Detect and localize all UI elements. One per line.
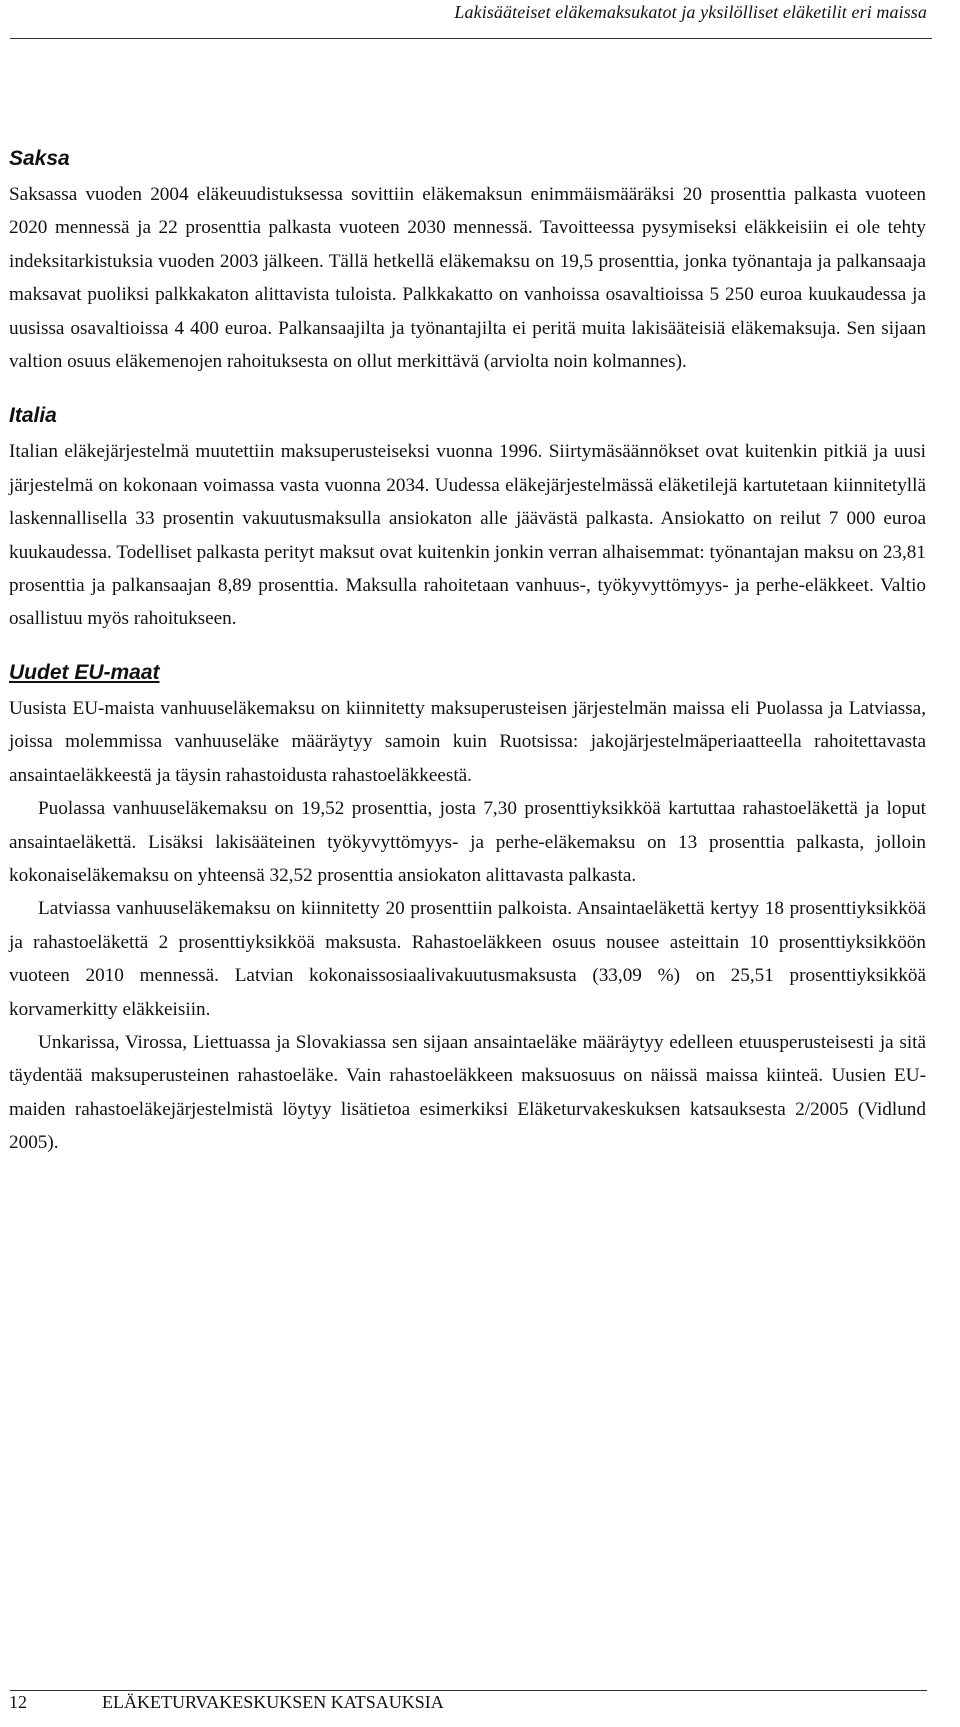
section-uudet-eu-maat <box>9 654 926 1160</box>
footer-divider <box>10 1690 927 1691</box>
header-divider <box>10 38 932 39</box>
page-body <box>9 140 926 1160</box>
section-title-uudet-eu-maat: Uudet EU-maat <box>9 660 160 684</box>
section-italia <box>9 397 926 635</box>
series-title: ELÄKETURVAKESKUKSEN KATSAUKSIA <box>102 1692 444 1712</box>
paragraph-eu-muut: Unkarissa, Virossa, Liettuassa ja Slovakiassa sen sijaan ansaintaeläke määräytyy edelleen etuusperusteisesti ja sitä täydentää maksuperusteinen rahastoeläke. Vain rahastoeläkkeen maksuosuus on näissä maissa kiinteä. Uusien EU-maiden rahastoeläkejärjestelmistä löytyy lisätietoa esimerkiksi Eläketurvakeskuksen katsauksesta 2/2005 (Vidlund 2005). <box>9 1031 926 1154</box>
paragraph-italia-1: Italian eläkejärjestelmä muutettiin maksuperusteiseksi vuonna 1996. Siirtymäsäännökset ovat kuitenkin pitkiä ja uusi järjestelmä on kokonaan voimassa vasta vuonna 2034. Uudessa eläkejärjestelmässä eläketilejä kartutetaan kiinnitetyllä laskennallisella 33 prosentin vakuutusmaksulla ansiokaton alle jäävästä palkasta. Ansiokatto on reilut 7 000 euroa kuukaudessa. Todelliset palkasta perityt maksut ovat kuitenkin jonkin verran alhaisemmat: työnantajan maksu on 23,81 prosenttia ja palkansaajan 8,89 prosenttia. Maksulla rahoitetaan vanhuus-, työkyvyttömyys- ja perhe-eläkkeet. Valtio osallistuu myös rahoitukseen. <box>9 441 926 630</box>
section-title-italia: Italia <box>9 404 57 428</box>
page-number: 12 <box>9 1692 27 1712</box>
paragraph-eu-puola: Puolassa vanhuuseläkemaksu on 19,52 prosenttia, josta 7,30 prosenttiyksikköä kartuttaa rahastoeläkettä ja loput ansaintaeläkettä. Lisäksi lakisääteinen työkyvyttömyys- ja perhe-eläkemaksu on 13 prosenttia palkasta, jolloin kokonaiseläkemaksu on yhteensä 32,52 prosenttia ansiokaton alittavasta palkasta. <box>9 798 926 886</box>
running-header: Lakisääteiset eläkemaksukatot ja yksilölliset eläketilit eri maissa <box>454 2 927 22</box>
page-footer <box>9 1692 926 1713</box>
paragraph-eu-1: Uusista EU-maista vanhuuseläkemaksu on kiinnitetty maksuperusteisen järjestelmän maissa eli Puolassa ja Latviassa, joissa molemmissa vanhuuseläke määräytyy samoin kuin Ruotsissa: jakojärjestelmäperiaatteella rahoitettavasta ansaintaeläkkeestä ja täysin rahastoidusta rahastoeläkkeestä. <box>9 697 926 786</box>
paragraph-saksa-1: Saksassa vuoden 2004 eläkeuudistuksessa sovittiin eläkemaksun enimmäismääräksi 20 prosenttia palkasta vuoteen 2020 mennessä ja 22 prosenttia palkasta vuoteen 2030 mennessä. Tavoitteessa pysymiseksi eläkkeisiin ei ole tehty indeksitarkistuksia vuoden 2003 jälkeen. Tällä hetkellä eläkemaksu on 19,5 prosenttia, jonka työnantaja ja palkansaaja maksavat puoliksi palkkakaton alittavista tuloista. Palkkakatto on vanhoissa osavaltioissa 5 250 euroa kuukaudessa ja uusissa osavaltioissa 4 400 euroa. Palkansaajilta ja työnantajilta ei peritä muita lakisääteisiä eläkemaksuja. Sen sijaan valtion osuus eläkemenojen rahoituksesta on ollut merkittävä (arviolta noin kolmannes). <box>9 184 926 373</box>
paragraph-eu-latvia: Latviassa vanhuuseläkemaksu on kiinnitetty 20 prosenttiin palkoista. Ansaintaeläkettä kertyy 18 prosenttiyksikköä ja rahastoeläkettä 2 prosenttiyksikköä maksusta. Rahastoeläkkeen osuus nousee asteittain 10 prosenttiyksikköön vuoteen 2010 mennessä. Latvian kokonaissosiaalivakuutusmaksusta (33,09 %) on 25,51 prosenttiyksikköä korvamerkitty eläkkeisiin. <box>9 898 926 1020</box>
section-saksa <box>9 140 926 378</box>
section-title-saksa: Saksa <box>9 147 70 170</box>
